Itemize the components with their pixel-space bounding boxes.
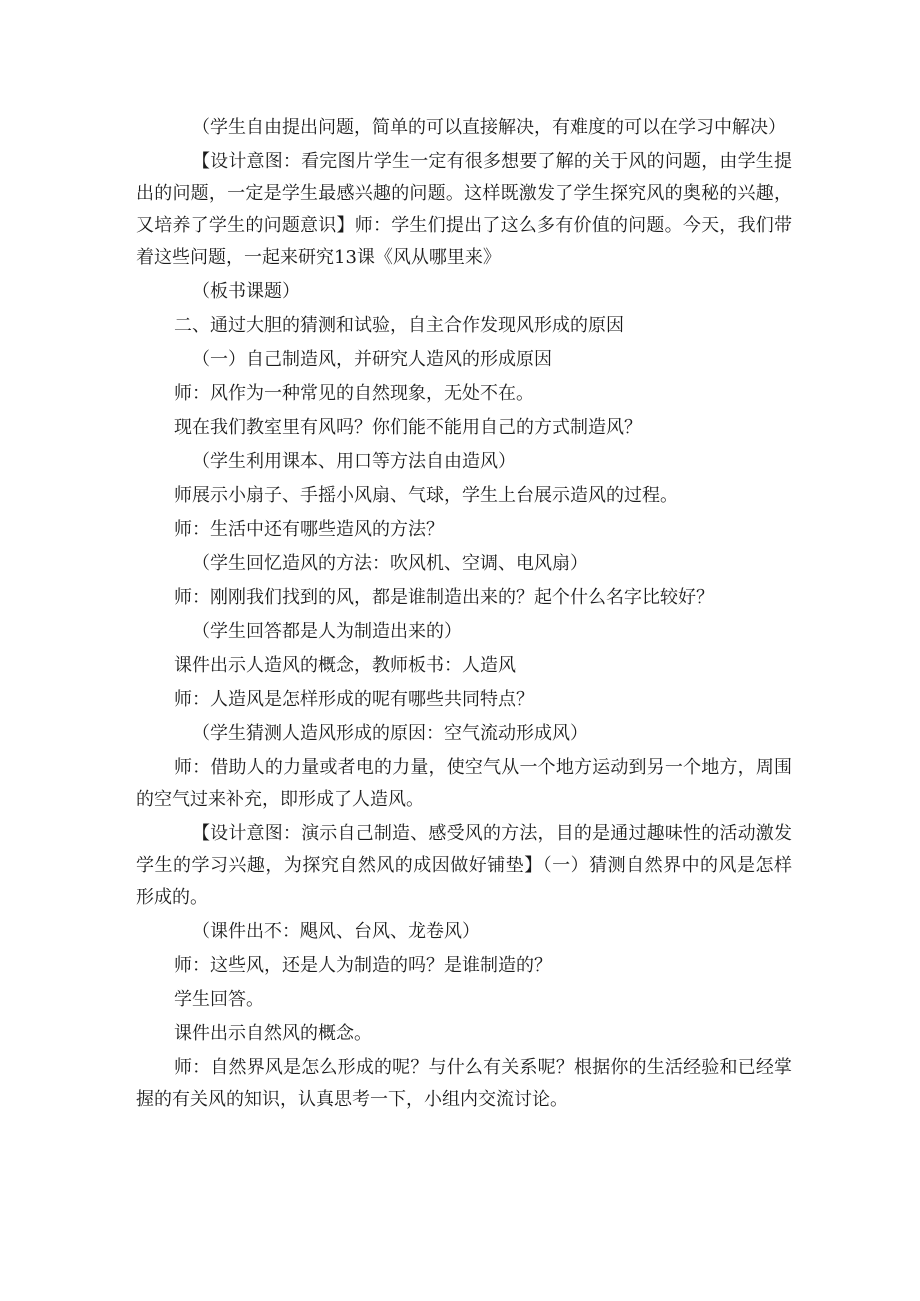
paragraph: 课件出示自然风的概念。 xyxy=(174,1023,372,1044)
paragraph: （课件出不：飓风、台风、龙卷风） xyxy=(192,921,480,942)
paragraph: （学生自由提出问题，简单的可以直接解决，有难度的可以在学习中解决） xyxy=(192,117,786,138)
paragraph: 师：刚刚我们找到的风，都是谁制造出来的？起个什么名字比较好？ xyxy=(174,587,714,608)
paragraph: 【设计意图：看完图片学生一定有很多想要了解的关于风的问题，由学生提出的问题，一定是学生最感兴趣的问题。这样既激发了学生探究风的奥秘的兴趣，又培养了学生的问题意识】师：学生们提出了这么多有价值的问题。今天，我们带着这些问题，一起来研究13课《风从哪里来》 xyxy=(136,151,792,268)
paragraph: （板书课题） xyxy=(192,281,300,302)
paragraph: 师：这些风，还是人为制造的吗？是谁制造的？ xyxy=(174,955,552,976)
document-body xyxy=(136,112,792,1118)
paragraph: 师：借助人的力量或者电的力量，使空气从一个地方运动到另一个地方，周围的空气过来补充，即形成了人造风。 xyxy=(136,757,792,810)
paragraph: 师：风作为一种常见的自然现象，无处不在。 xyxy=(174,383,534,404)
paragraph: 师：人造风是怎样形成的呢有哪些共同特点？ xyxy=(174,689,534,710)
paragraph: （学生猜测人造风形成的原因：空气流动形成风） xyxy=(192,723,588,744)
paragraph: （一）自己制造风，并研究人造风的形成原因 xyxy=(192,349,552,370)
paragraph: （学生回答都是人为制造出来的） xyxy=(192,621,462,642)
paragraph: 师：自然界风是怎么形成的呢？与什么有关系呢？根据你的生活经验和已经掌握的有关风的知识，认真思考一下，小组内交流讨论。 xyxy=(136,1057,792,1110)
paragraph: （学生利用课本、用口等方法自由造风） xyxy=(192,451,516,472)
paragraph: 二、通过大胆的猜测和试验，自主合作发现风形成的原因 xyxy=(174,315,624,336)
paragraph: （学生回忆造风的方法：吹风机、空调、电风扇） xyxy=(192,553,588,574)
paragraph: 学生回答。 xyxy=(174,989,264,1010)
paragraph: 【设计意图：演示自己制造、感受风的方法，目的是通过趣味性的活动激发学生的学习兴趣，为探究自然风的成因做好铺垫】（一）猜测自然界中的风是怎样形成的。 xyxy=(136,823,792,908)
paragraph: 课件出示人造风的概念，教师板书：人造风 xyxy=(174,655,516,676)
paragraph: 师：生活中还有哪些造风的方法？ xyxy=(174,519,444,540)
paragraph: 现在我们教室里有风吗？你们能不能用自己的方式制造风？ xyxy=(174,417,642,438)
paragraph: 师展示小扇子、手摇小风扇、气球，学生上台展示造风的过程。 xyxy=(174,485,678,506)
